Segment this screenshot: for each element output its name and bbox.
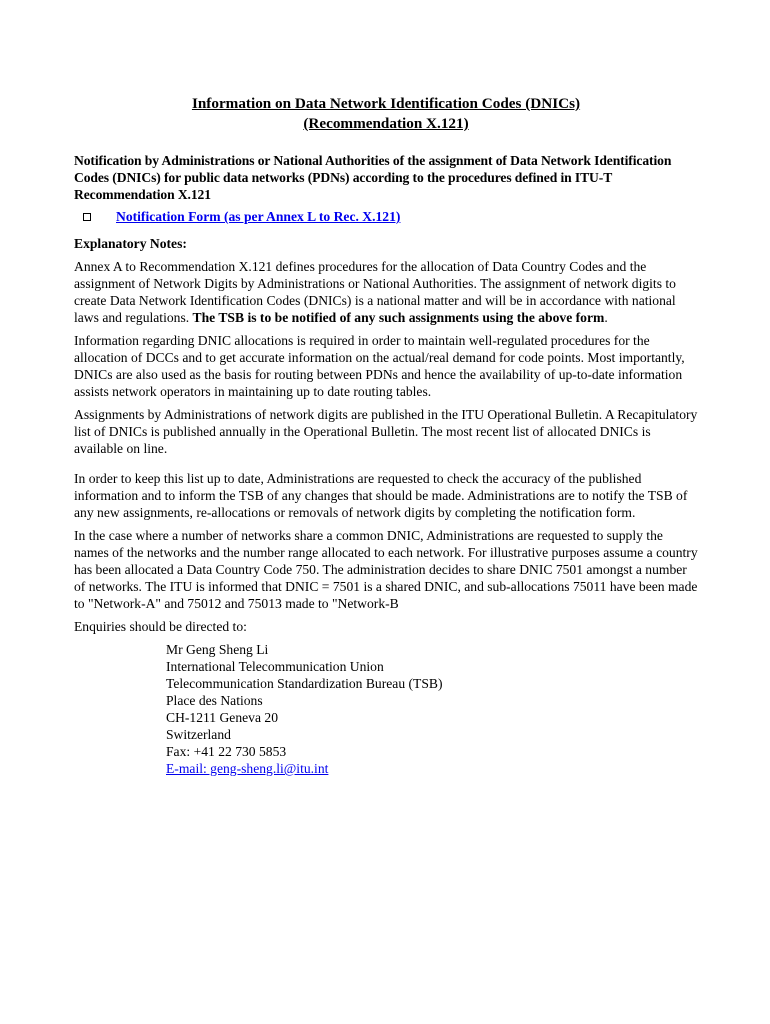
contact-street: Place des Nations: [166, 693, 263, 708]
contact-country: Switzerland: [166, 727, 231, 742]
title-line-2: (Recommendation X.121): [303, 115, 469, 132]
paragraph-annex-a-end: .: [604, 310, 608, 325]
form-link-item: [83, 208, 698, 225]
paragraph-assignments: Assignments by Administrations of network digits are published in the ITU Operational Bulletin. A Recapitulatory list of DNICs is published annually in the Operational Bulletin. The most recent list of allocated DNICs is available on line.: [74, 407, 698, 456]
contact-city: CH-1211 Geneva 20: [166, 710, 278, 725]
contact-email-link[interactable]: E-mail: geng-sheng.li@itu.int: [166, 761, 329, 776]
paragraph-annex-a: [74, 258, 698, 326]
paragraph-dnic-allocations: Information regarding DNIC allocations is required in order to maintain well-regulated procedures for the allocation of DCCs and to get accurate information on the actual/real demand for code points. Most importantly, DNICs are also used as the basis for routing between PDNs and hence the availability of up-to-date information assists network operators in maintaining up to date routing tables.: [74, 333, 685, 399]
contact-name: Mr Geng Sheng Li: [166, 642, 269, 657]
intro-paragraph: Notification by Administrations or National Authorities of the assignment of Data Network Identification Codes (DNICs) for public data networks (PDNs) according to the procedures defined in ITU-T Recommendation X.121: [74, 153, 672, 202]
paragraph-enquiries: Enquiries should be directed to:: [74, 619, 247, 634]
paragraph-annex-a-text: Annex A to Recommendation X.121 defines procedures for the allocation of Data Country Codes and the assignment of Network Digits by Administrations or National Authorities. The assignment of network digits to create Data Network Identification Codes (DNICs) is a national matter and will be in accordance with national laws and regulations.: [74, 259, 676, 325]
title-line-1: Information on Data Network Identification Codes (DNICs): [191, 95, 581, 112]
explanatory-notes-heading: Explanatory Notes:: [74, 236, 187, 251]
document-page: [74, 94, 698, 777]
paragraph-shared-dnic: In the case where a number of networks share a common DNIC, Administrations are requested to supply the names of the networks and the number range allocated to each network. For illustrative purposes assume a country has been allocated a Data Country Code 750. The administration decides to share DNIC 7501 amongst a number of networks. The ITU is informed that DNIC = 7501 is a shared DNIC, and sub-allocations 75011 have been made to "Network-A" and 75012 and 75013 made to "Network-B: [74, 528, 698, 611]
contact-address: [166, 641, 698, 777]
notification-form-link[interactable]: Notification Form (as per Annex L to Rec. X.121): [116, 209, 401, 224]
paragraph-annex-a-bold: The TSB is to be notified of any such assignments using the above form: [192, 310, 605, 325]
contact-fax: Fax: +41 22 730 5853: [166, 744, 287, 759]
page-title: [74, 94, 698, 134]
contact-bureau: Telecommunication Standardization Bureau (TSB): [166, 676, 443, 691]
paragraph-keep-up-to-date: In order to keep this list up to date, Administrations are requested to check the accuracy of the published information and to inform the TSB of any changes that should be made. Administrations are to notify the TSB of any new assignments, re-allocations or removals of network digits by completing the notification form.: [74, 471, 688, 520]
contact-organization: International Telecommunication Union: [166, 659, 384, 674]
square-bullet-icon: [83, 213, 91, 221]
